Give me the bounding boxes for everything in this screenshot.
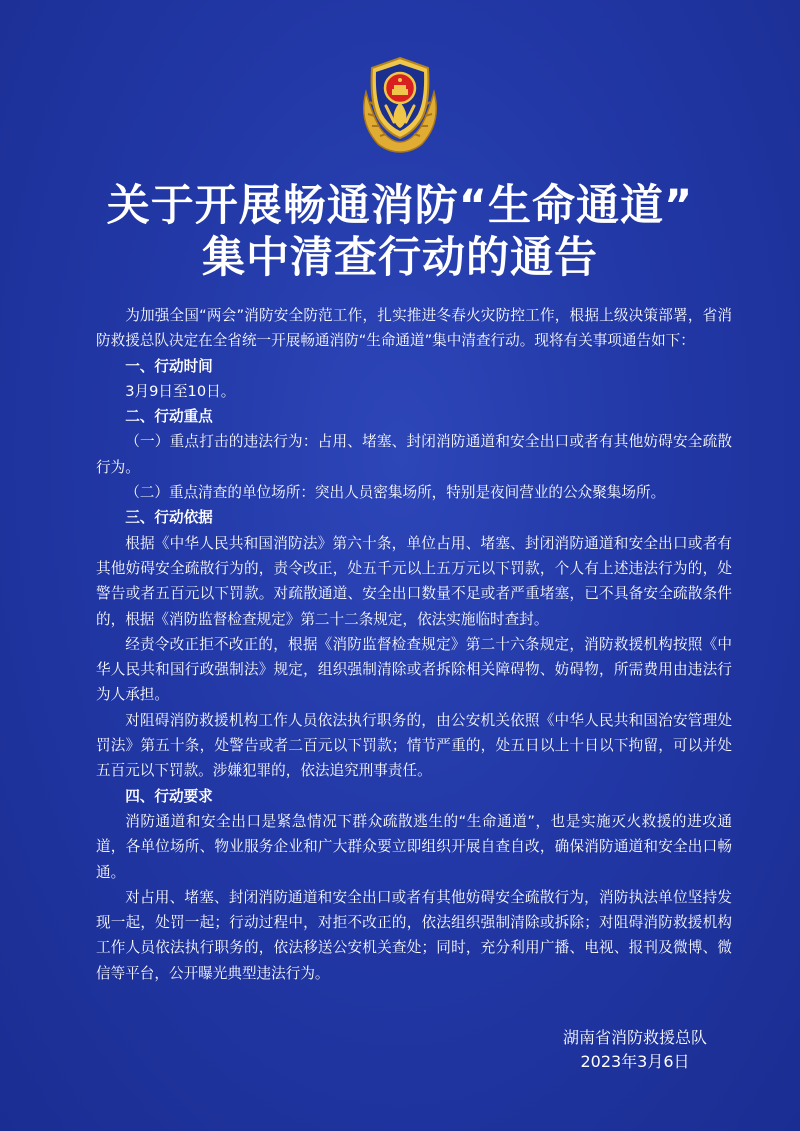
- section-heading-focus: 二、行动重点: [125, 408, 213, 426]
- notice-title-line2: 集中清查行动的通告: [202, 233, 598, 283]
- section-heading-basis: 三、行动依据: [125, 509, 213, 527]
- notice-title-line1: 关于开展畅通消防“生命通道”: [106, 181, 694, 231]
- section-heading-time: 一、行动时间: [125, 357, 213, 375]
- signature-block: [520, 1026, 750, 1074]
- section-requirements-paragraph-2: 对占用、堵塞、封闭消防通道和安全出口或者有其他妨碍安全疏散行为，消防执法单位坚持发现一起，处罚一起；行动过程中，对拒不改正的，依法组织强制清除或拆除；对阻碍消防救援机构工作人员依法执行职务的，依法移送公安机关查处；同时，充分利用广播、电视、报刊及微博、微信等平台，公开曝光典型违法行为。: [96, 888, 732, 982]
- section-focus-paragraph-2: （二）重点清查的单位场所：突出人员密集场所，特别是夜间营业的公众聚集场所。: [125, 484, 666, 502]
- section-requirements-paragraph-1: 消防通道和安全出口是紧急情况下群众疏散逃生的“生命通道”，也是实施灭火救援的进攻通道，各单位场所、物业服务企业和广大群众要立即组织开展自查自改，确保消防通道和安全出口畅通。: [96, 812, 732, 881]
- section-heading-requirements: 四、行动要求: [125, 787, 213, 805]
- intro-paragraph: 为加强全国“两会”消防安全防范工作，扎实推进冬春火灾防控工作，根据上级决策部署，省消防救援总队决定在全省统一开展畅通消防“生命通道”集中清查行动。现将有关事项通告如下：: [96, 307, 732, 350]
- section-time-text: 3月9日至10日。: [125, 382, 236, 400]
- section-focus-paragraph-1: （一）重点打击的违法行为：占用、堵塞、封闭消防通道和安全出口或者有其他妨碍安全疏散行为。: [96, 433, 732, 476]
- section-basis-paragraph-3: 对阻碍消防救援机构工作人员依法执行职务的，由公安机关依照《中华人民共和国治安管理处罚法》第五十条，处警告或者二百元以下罚款；情节严重的，处五日以上十日以下拘留，可以并处五百元以下罚款。涉嫌犯罪的，依法追究刑事责任。: [96, 711, 732, 780]
- issuing-organization: 湖南省消防救援总队: [562, 1028, 707, 1047]
- issue-date: 2023年3月6日: [580, 1052, 690, 1071]
- section-basis-paragraph-2: 经责令改正拒不改正的，根据《消防监督检查规定》第二十六条规定，消防救援机构按照《中华人民共和国行政强制法》规定，组织强制清除或者拆除相关障碍物、妨碍物，所需费用由违法行为人承担。: [96, 635, 732, 704]
- fire-rescue-emblem-icon: [348, 52, 452, 156]
- notice-body: [96, 303, 732, 986]
- section-basis-paragraph-1: 根据《中华人民共和国消防法》第六十条，单位占用、堵塞、封闭消防通道和安全出口或者有其他妨碍安全疏散行为的，责令改正，处五千元以上五万元以下罚款，个人有上述违法行为的，处警告或者五百元以下罚款。对疏散通道、安全出口数量不足或者严重堵塞，已不具备安全疏散条件的，根据《消防监督检查规定》第二十二条规定，依法实施临时查封。: [96, 534, 732, 628]
